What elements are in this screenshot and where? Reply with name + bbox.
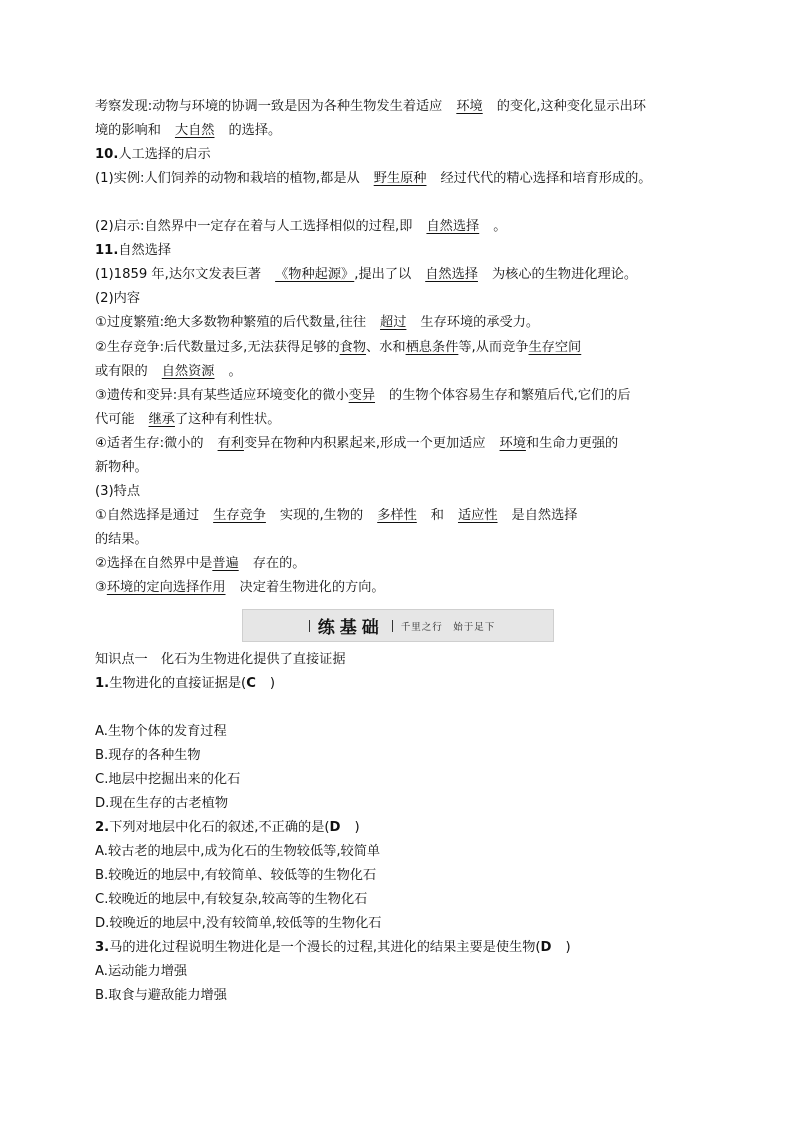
option: A.运动能力增强	[95, 964, 188, 979]
line-text: ④适者生存:微小的	[95, 436, 204, 451]
option: D.现在生存的古老植物	[95, 796, 229, 811]
section-number: 10.	[95, 147, 119, 162]
answer-blank: 大自然	[174, 123, 215, 138]
question-number: 2.	[95, 820, 110, 835]
answer-letter: C	[246, 676, 256, 691]
text-line	[95, 434, 618, 454]
line-text: ②生存竞争:后代数量过多,无法获得足够的	[95, 340, 340, 355]
answer-blank: 生存空间	[528, 340, 582, 355]
answer-letter: D	[329, 820, 341, 835]
line-text: 、水和	[366, 340, 406, 355]
question	[95, 674, 275, 694]
answer-blank: 适应性	[457, 508, 498, 523]
line-text: 。	[228, 364, 242, 379]
line-text: 或有限的	[95, 364, 148, 379]
option: C.地层中挖掘出来的化石	[95, 772, 241, 787]
line-text: (2)启示:自然界中一定存在着与人工选择相似的过程,即	[95, 219, 413, 234]
line-text: 是自然选择	[511, 508, 578, 523]
text-line	[95, 362, 242, 382]
line-text: 决定着生物进化的方向。	[239, 580, 385, 595]
text-line	[95, 169, 651, 189]
answer-blank: 超过	[380, 315, 407, 330]
question-stem: 下列对地层中化石的叙述,不正确的是(	[109, 820, 330, 835]
question	[95, 818, 360, 838]
section-title: 人工选择的启示	[118, 147, 211, 162]
line-text: ②选择在自然界中是	[95, 556, 213, 571]
text-line	[95, 506, 577, 526]
question-stem: )	[565, 940, 571, 955]
banner-divider	[392, 620, 393, 632]
option: A.较古老的地层中,成为化石的生物较低等,较简单	[95, 844, 381, 859]
line-text: (1)实例:人们饲养的动物和栽培的植物,都是从	[95, 171, 360, 186]
banner-subtitle: 千里之行 始于足下	[400, 621, 496, 633]
banner-divider	[309, 620, 310, 632]
line-text: 的选择。	[228, 123, 282, 138]
text-line	[95, 410, 280, 430]
line-text: 境的影响和	[95, 123, 161, 138]
line-text: 存在的。	[252, 556, 306, 571]
line-text: 了这种有利性状。	[174, 412, 281, 427]
text-line	[95, 313, 539, 333]
option: B.取食与避敌能力增强	[95, 988, 227, 1003]
section-heading	[95, 145, 211, 165]
answer-blank: 环境的定向选择作用	[106, 580, 226, 595]
text-line	[95, 386, 631, 406]
line-text: 变异在物种内积累起来,形成一个更加适应	[243, 436, 486, 451]
answer-letter: D	[540, 940, 552, 955]
line-text: ③	[95, 580, 107, 595]
option: C.较晚近的地层中,有较复杂,较高等的生物化石	[95, 892, 368, 907]
option: B.较晚近的地层中,有较简单、较低等的生物化石	[95, 868, 377, 883]
option: B.现存的各种生物	[95, 748, 201, 763]
text-line	[95, 217, 506, 237]
line-text: ③遗传和变异:具有某些适应环境变化的微小	[95, 388, 349, 403]
line-text: 生存环境的承受力。	[420, 315, 540, 330]
answer-blank: 食物	[339, 340, 367, 355]
answer-blank: 生存竞争	[213, 508, 266, 523]
question-stem: 生物进化的直接证据是(	[109, 676, 247, 691]
answer-blank: 普遍	[212, 556, 239, 571]
section-title: 自然选择	[118, 243, 172, 258]
answer-blank: 自然选择	[425, 267, 478, 282]
answer-blank: 继承	[148, 412, 175, 427]
line-text: 。	[493, 219, 507, 234]
section-number: 11.	[95, 243, 119, 258]
question-stem: 马的进化过程说明生物进化是一个漫长的过程,其进化的结果主要是使生物(	[109, 940, 541, 955]
answer-blank: 多样性	[377, 508, 417, 523]
line-text: ①过度繁殖:绝大多数物种繁殖的后代数量,往往	[95, 315, 367, 330]
line-text: 经过代代的精心选择和培育形成的。	[440, 171, 652, 186]
line-text: ,提出了以	[354, 267, 412, 282]
text-line: 的结果。	[95, 532, 148, 547]
question	[95, 938, 571, 958]
question-number: 1.	[95, 676, 110, 691]
subsection-heading: (3)特点	[95, 484, 141, 499]
line-text: 和生命力更强的	[525, 436, 619, 451]
text-line: 新物种。	[95, 460, 148, 475]
line-text: 实现的,生物的	[279, 508, 364, 523]
question-stem: )	[269, 676, 276, 691]
line-text: (1)1859 年,达尔文发表巨著	[95, 267, 262, 282]
answer-blank: 栖息条件	[405, 340, 459, 355]
text-line	[95, 578, 385, 598]
question-stem: )	[354, 820, 360, 835]
knowledge-point-heading: 知识点一 化石为生物进化提供了直接证据	[95, 652, 346, 667]
answer-blank: 变异	[348, 388, 376, 403]
answer-blank: 环境	[456, 99, 483, 114]
line-text: 和	[430, 508, 444, 523]
line-text: 的变化,这种变化显示出环	[496, 99, 646, 114]
answer-blank: 有利	[217, 436, 244, 451]
text-line	[95, 265, 637, 285]
text-line	[95, 338, 581, 358]
answer-blank: 野生原种	[373, 171, 427, 186]
answer-blank: 自然选择	[426, 219, 480, 234]
banner-title: 练基础	[317, 618, 384, 638]
section-heading	[95, 241, 171, 261]
text-line	[95, 121, 281, 141]
text-line	[95, 97, 646, 117]
subsection-heading: (2)内容	[95, 291, 141, 306]
option: D.较晚近的地层中,没有较简单,较低等的生物化石	[95, 916, 382, 931]
section-banner	[242, 609, 554, 642]
line-text: 为核心的生物进化理论。	[491, 267, 638, 282]
question-number: 3.	[95, 940, 110, 955]
line-text: 代可能	[95, 412, 135, 427]
option: A.生物个体的发育过程	[95, 724, 227, 739]
line-text: 等,从而竞争	[458, 340, 529, 355]
line-text: 考察发现:动物与环境的协调一致是因为各种生物发生着适应	[95, 99, 443, 114]
line-text: ①自然选择是通过	[95, 508, 200, 523]
answer-blank: 《物种起源》	[275, 267, 355, 282]
text-line	[95, 554, 305, 574]
answer-blank: 环境	[499, 436, 526, 451]
line-text: 的生物个体容易生存和繁殖后代,它们的后	[389, 388, 631, 403]
answer-blank: 自然资源	[161, 364, 215, 379]
